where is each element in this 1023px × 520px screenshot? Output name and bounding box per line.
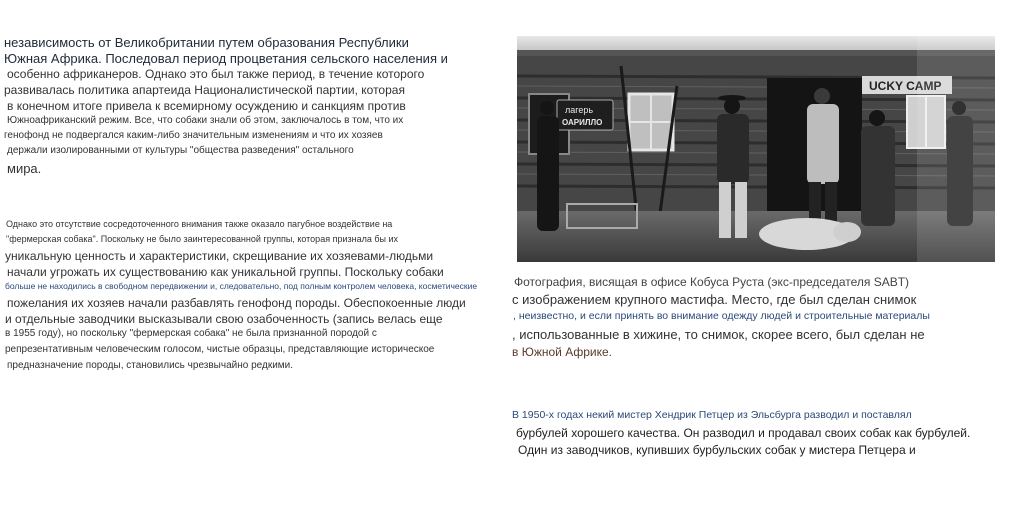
photo-sign-left-line1: лагерь	[565, 105, 594, 115]
text-line: независимость от Великобритании путем образования Республики	[4, 35, 409, 50]
text-line: репрезентативным человеческим голосом, чистые образцы, представляющие историческое	[5, 343, 435, 355]
photo-sign-right: UCKY CAMP	[869, 79, 942, 93]
text-line: держали изолированными от культуры "общества разведения" остального	[7, 145, 354, 156]
caption-line: Фотография, висящая в офисе Кобуса Руста (экс-председателя SABT)	[514, 275, 910, 289]
caption-line: , использованные в хижине, то снимок, скорее всего, был сделан не	[512, 326, 925, 342]
text-line: Южная Африка. Последовал период процветания сельского населения и	[4, 51, 448, 66]
text-line: предназначение породы, становились чрезвычайно редкими.	[7, 359, 294, 371]
text-line: В 1950-х годах некий мистер Хендрик Петцер из Эльсбурга разводил и поставлял	[512, 409, 912, 421]
text-line: начали угрожать их существованию как уникальной группы. Поскольку собаки	[7, 265, 444, 279]
text-line: мира.	[7, 161, 42, 176]
paragraph-2	[4, 220, 504, 371]
photo-illustration	[517, 36, 995, 262]
text-line: Южноафриканский режим. Все, что собаки знали об этом, заключалось в том, что их	[7, 115, 404, 126]
text-line: Один из заводчиков, купивших бурбульских собак у мистера Петцера и	[518, 442, 916, 457]
caption-line: в Южной Африке.	[512, 344, 612, 359]
text-line: Однако это отсутствие сосредоточенного внимания также оказало пагубное воздействие на	[6, 219, 393, 229]
text-line: "фермерская собака". Поскольку не было заинтересованной группы, которая признала бы их	[6, 234, 398, 244]
text-line: больше не находились в свободном передвижении и, следовательно, под полным контролем человека, косметические	[5, 281, 478, 291]
caption-line: , неизвестно, и если принять во внимание одежду людей и строительные материалы	[513, 310, 930, 322]
text-line: генофонд не подвергался каким-либо значительным изменениям и что их хозяев	[4, 130, 383, 141]
left-column	[4, 36, 504, 377]
text-line: уникальную ценность и характеристики, скрещивание их хозяевами-людьми	[5, 249, 434, 263]
photo-sign-left-line2: ОАРИЛЛО	[562, 118, 603, 127]
text-line: особенно африканеров. Однако это был также период, в течение которого	[7, 67, 425, 81]
text-line: бурбулей хорошего качества. Он разводил и продавал своих собак как бурбулей.	[516, 425, 971, 440]
text-line: в 1955 году), но поскольку "фермерская собака" не была признанной породой с	[5, 327, 377, 339]
historical-photo	[517, 36, 995, 262]
paragraph-3	[512, 410, 1017, 460]
text-line: пожелания их хозяев начали разбавлять генофонд породы. Обеспокоенные люди	[7, 295, 466, 310]
text-line: развивалась политика апартеида Националистической партии, которая	[4, 83, 405, 97]
text-line: в конечном итоге привела к всемирному осуждению и санкциям против	[7, 99, 406, 113]
text-line: и отдельные заводчики высказывали свою озабоченность (запись велась еще	[5, 311, 443, 326]
photo-caption	[512, 276, 1017, 362]
paragraph-1	[4, 36, 504, 175]
caption-line: с изображением крупного мастифа. Место, где был сделан снимок	[512, 292, 917, 307]
